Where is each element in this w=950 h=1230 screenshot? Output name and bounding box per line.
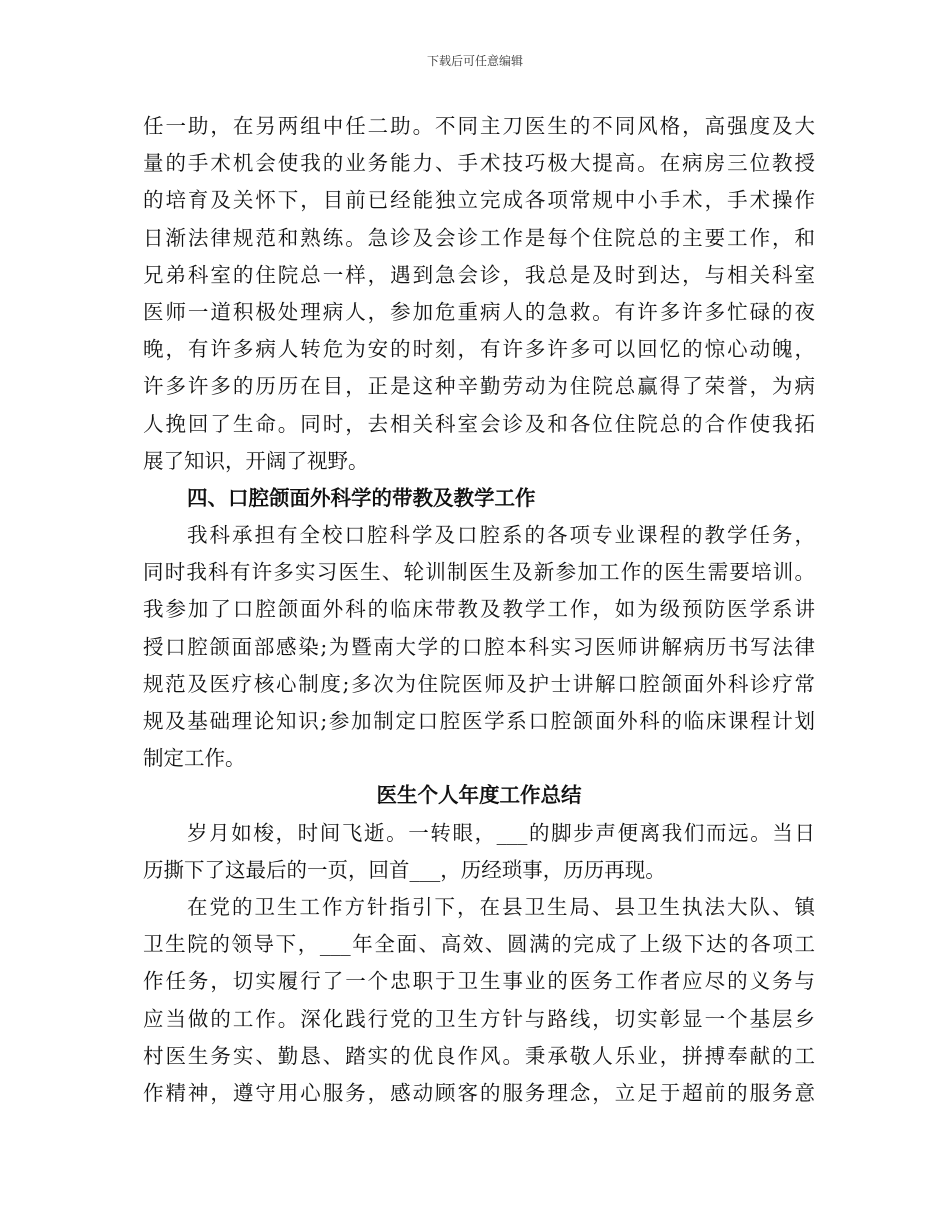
text-line: 村医生务实、勤恳、踏实的优良作风。秉承敬人乐业，拼搏奉献的工 xyxy=(143,1043,815,1068)
text-line: 历撕下了这最后的一页，回首___，历经琐事，历历再现。 xyxy=(143,857,666,882)
document-body xyxy=(143,108,815,1112)
text-line: 岁月如梭，时间飞逝。一转眼，___的脚步声便离我们而远。当日 xyxy=(187,820,815,845)
text-line: 我科承担有全校口腔科学及口腔系的各项专业课程的教学任务， xyxy=(187,523,815,548)
text-line: 晚，有许多病人转危为安的时刻，有许多许多可以回忆的惊心动魄， xyxy=(143,337,815,362)
text-line: 规范及医疗核心制度;多次为住院医师及护士讲解口腔颌面外科诊疗常 xyxy=(143,671,815,696)
text-line: 授口腔颌面部感染;为暨南大学的口腔本科实习医师讲解病历书写法律 xyxy=(143,634,815,659)
text-line: 量的手术机会使我的业务能力、手术技巧极大提高。在病房三位教授 xyxy=(143,151,815,176)
text-line: 作任务，切实履行了一个忠职于卫生事业的医务工作者应尽的义务与 xyxy=(143,969,815,994)
text-line: 医师一道积极处理病人，参加危重病人的急救。有许多许多忙碌的夜 xyxy=(143,299,815,324)
text-line: 的培育及关怀下，目前已经能独立完成各项常规中小手术，手术操作 xyxy=(143,188,815,213)
text-line: 许多许多的历历在目，正是这种辛勤劳动为住院总赢得了荣誉，为病 xyxy=(143,374,815,399)
text-line: 作精神，遵守用心服务，感动顾客的服务理念，立足于超前的服务意 xyxy=(143,1080,815,1105)
text-line: 日渐法律规范和熟练。急诊及会诊工作是每个住院总的主要工作，和 xyxy=(143,225,815,250)
text-line: 展了知识，开阔了视野。 xyxy=(143,448,369,473)
page-header: 下载后可任意编辑 xyxy=(426,54,523,68)
text-line: 我参加了口腔颌面外科的临床带教及教学工作，如为级预防医学系讲 xyxy=(143,597,815,622)
section-heading: 四、口腔颌面外科学的带教及教学工作 xyxy=(187,485,536,510)
text-line: 规及基础理论知识;参加制定口腔医学系口腔颌面外科的临床课程计划 xyxy=(143,709,815,733)
document-title: 医生个人年度工作总结 xyxy=(376,783,582,808)
text-line: 制定工作。 xyxy=(143,746,246,771)
text-line: 卫生院的领导下，___年全面、高效、圆满的完成了上级下达的各项工 xyxy=(143,932,815,957)
paragraph-surgery-work xyxy=(143,108,815,480)
text-line: 兄弟科室的住院总一样，遇到急会诊，我总是及时到达，与相关科室 xyxy=(143,262,815,287)
text-line: 任一助，在另两组中任二助。不同主刀医生的不同风格，高强度及大 xyxy=(143,114,815,138)
text-line: 人挽回了生命。同时，去相关科室会诊及和各位住院总的合作使我拓 xyxy=(143,411,815,436)
text-line: 在党的卫生工作方针指引下，在县卫生局、县卫生执法大队、镇 xyxy=(187,894,815,919)
text-line: 同时我科有许多实习医生、轮训制医生及新参加工作的医生需要培训。 xyxy=(143,560,815,585)
text-line: 应当做的工作。深化践行党的卫生方针与路线，切实彰显一个基层乡 xyxy=(143,1006,815,1031)
paragraph-teaching-work xyxy=(143,517,815,777)
paragraph-summary xyxy=(143,889,815,1112)
paragraph-intro xyxy=(143,815,815,889)
